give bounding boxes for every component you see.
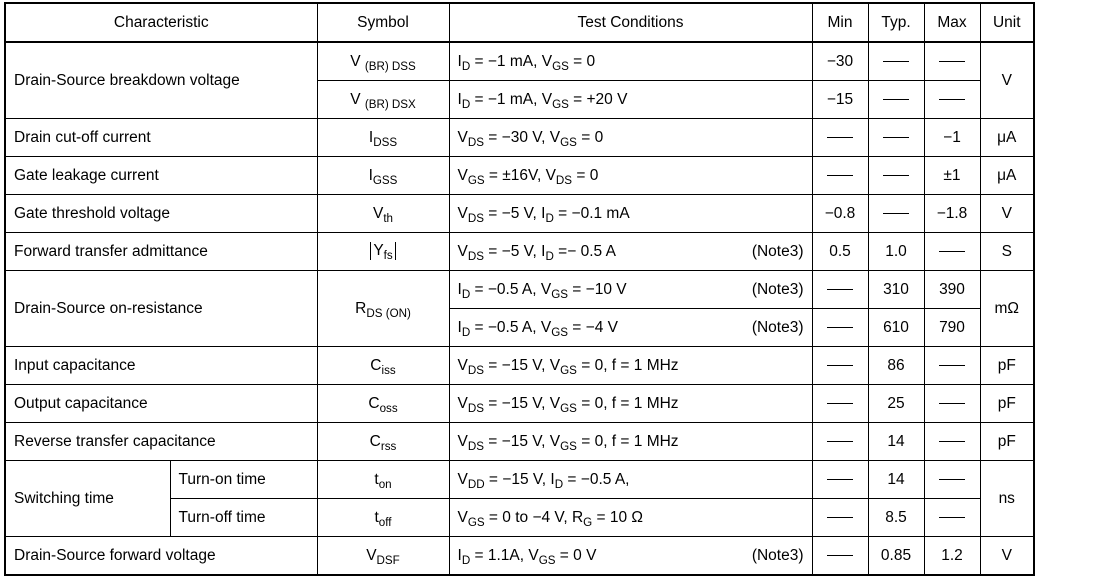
table-row [5, 195, 1034, 233]
sub-characteristic-cell: Turn-off time [170, 499, 317, 537]
electrical-characteristics-table-wrapper [4, 2, 1035, 576]
condition-cell: $I_D = -1$ mA, $V_{GS} = +20$ V [449, 81, 812, 119]
max-cell: 390 [924, 271, 980, 309]
unit-cell: V [980, 195, 1034, 233]
condition-cell: $V_{DS} = -5$ V, $I_D = -0.1$ mA [449, 195, 812, 233]
abs-bar-right [395, 242, 396, 260]
note-reference: (Note3) [751, 242, 804, 260]
unit-cell: V [980, 42, 1034, 119]
characteristic-cell: Drain-Source on-resistance [5, 271, 317, 347]
symbol-cell: $C_{iss}$ [317, 347, 449, 385]
typ-cell [868, 81, 924, 119]
characteristic-cell: Forward transfer admittance [5, 233, 317, 271]
unit-cell: μA [980, 157, 1034, 195]
dash-mark [883, 175, 909, 176]
symbol-cell: $Y_{fs}$ [317, 233, 449, 271]
max-cell: ±1 [924, 157, 980, 195]
symbol-cell: $V_{DSF}$ [317, 537, 449, 576]
dash-mark [827, 441, 853, 442]
characteristic-cell: Gate threshold voltage [5, 195, 317, 233]
dash-mark [827, 555, 853, 556]
dash-mark [827, 137, 853, 138]
dash-mark [939, 365, 965, 366]
min-cell [812, 309, 868, 347]
table-row [5, 42, 1034, 81]
unit-cell: pF [980, 347, 1034, 385]
characteristic-cell: Output capacitance [5, 385, 317, 423]
min-cell: −15 [812, 81, 868, 119]
header-max: Max [924, 3, 980, 42]
condition-cell: $V_{DD} = -15$ V, $I_D = -0.5$ A, [449, 461, 812, 499]
typ-cell [868, 119, 924, 157]
table-row [5, 233, 1034, 271]
unit-cell: μA [980, 119, 1034, 157]
dash-mark [939, 441, 965, 442]
max-cell [924, 347, 980, 385]
typ-cell: 14 [868, 423, 924, 461]
typ-cell: 610 [868, 309, 924, 347]
table-row [5, 385, 1034, 423]
max-cell [924, 42, 980, 81]
condition-cell: $V_{DS} = -15$ V, $V_{GS} = 0$, f = 1 MHz [449, 423, 812, 461]
condition-cell: $V_{DS} = -5$ V, $I_D =- 0.5$ A (Note3) [449, 233, 812, 271]
header-unit: Unit [980, 3, 1034, 42]
dash-mark [939, 479, 965, 480]
condition-cell: $V_{GS} = 0$ to −4 V, $R_G = 10$ Ω [449, 499, 812, 537]
characteristic-cell: Drain-Source forward voltage [5, 537, 317, 576]
sub-characteristic-cell: Turn-on time [170, 461, 317, 499]
max-cell [924, 81, 980, 119]
condition-cell: $V_{DS} = -15$ V, $V_{GS} = 0$, f = 1 MHz [449, 385, 812, 423]
max-cell: −1 [924, 119, 980, 157]
condition-cell: $V_{DS} = -15$ V, $V_{GS} = 0$, f = 1 MHz [449, 347, 812, 385]
characteristic-cell: Drain cut-off current [5, 119, 317, 157]
symbol-cell: $t_{off}$ [317, 499, 449, 537]
header-symbol: Symbol [317, 3, 449, 42]
unit-cell: pF [980, 423, 1034, 461]
table-row [5, 347, 1034, 385]
unit-cell: V [980, 537, 1034, 576]
table-row [5, 537, 1034, 576]
max-cell [924, 385, 980, 423]
max-cell [924, 233, 980, 271]
table-row [5, 119, 1034, 157]
symbol-cell: $t_{on}$ [317, 461, 449, 499]
max-cell [924, 499, 980, 537]
symbol-cell: $I_{GSS}$ [317, 157, 449, 195]
max-cell: 1.2 [924, 537, 980, 576]
characteristic-cell: Gate leakage current [5, 157, 317, 195]
dash-mark [827, 479, 853, 480]
min-cell: −30 [812, 42, 868, 81]
dash-mark [883, 61, 909, 62]
dash-mark [939, 251, 965, 252]
min-cell [812, 537, 868, 576]
typ-cell [868, 195, 924, 233]
dash-mark [883, 213, 909, 214]
characteristic-cell: Reverse transfer capacitance [5, 423, 317, 461]
dash-mark [827, 517, 853, 518]
header-min: Min [812, 3, 868, 42]
symbol-cell: $R_{DS (ON)}$ [317, 271, 449, 347]
typ-cell: 310 [868, 271, 924, 309]
electrical-characteristics-table [4, 2, 1035, 576]
characteristic-cell: Drain-Source breakdown voltage [5, 42, 317, 119]
dash-mark [883, 99, 909, 100]
max-cell: −1.8 [924, 195, 980, 233]
min-cell [812, 499, 868, 537]
min-cell [812, 157, 868, 195]
dash-mark [827, 365, 853, 366]
min-cell: −0.8 [812, 195, 868, 233]
symbol-cell: $I_{DSS}$ [317, 119, 449, 157]
dash-mark [939, 99, 965, 100]
header-row [5, 3, 1034, 42]
condition-cell: $I_D = 1.1A$, $V_{GS} = 0$ V (Note3) [449, 537, 812, 576]
min-cell [812, 385, 868, 423]
table-row [5, 271, 1034, 309]
condition-cell: $V_{DS} = -30$ V, $V_{GS} = 0$ [449, 119, 812, 157]
note-reference: (Note3) [751, 546, 804, 564]
typ-cell: 14 [868, 461, 924, 499]
note-reference: (Note3) [751, 318, 804, 336]
header-characteristic: Characteristic [5, 3, 317, 42]
dash-mark [939, 403, 965, 404]
max-cell [924, 461, 980, 499]
typ-cell: 8.5 [868, 499, 924, 537]
note-reference: (Note3) [751, 280, 804, 298]
symbol-cell: V $_{(BR) DSS}$ [317, 42, 449, 81]
condition-cell: $V_{GS} = \pm 16V$, $V_{DS} = 0$ [449, 157, 812, 195]
dash-mark [939, 517, 965, 518]
abs-bar-left [370, 242, 371, 260]
table-row [5, 157, 1034, 195]
condition-cell: $I_D = -0.5$ A, $V_{GS} = -10$ V (Note3) [449, 271, 812, 309]
symbol-cell: $C_{oss}$ [317, 385, 449, 423]
max-cell: 790 [924, 309, 980, 347]
unit-cell: pF [980, 385, 1034, 423]
dash-mark [827, 175, 853, 176]
unit-cell: S [980, 233, 1034, 271]
typ-cell: 25 [868, 385, 924, 423]
dash-mark [939, 61, 965, 62]
characteristic-cell: Switching time [5, 461, 170, 537]
condition-cell: $I_D = -1$ mA, $V_{GS} = 0$ [449, 42, 812, 81]
condition-cell: $I_D = -0.5$ A, $V_{GS} = -4$ V (Note3) [449, 309, 812, 347]
symbol-cell: $C_{rss}$ [317, 423, 449, 461]
characteristic-cell: Input capacitance [5, 347, 317, 385]
table-row [5, 423, 1034, 461]
unit-cell: ns [980, 461, 1034, 537]
min-cell: 0.5 [812, 233, 868, 271]
max-cell [924, 423, 980, 461]
header-typ: Typ. [868, 3, 924, 42]
typ-cell [868, 157, 924, 195]
min-cell [812, 423, 868, 461]
typ-cell: 86 [868, 347, 924, 385]
min-cell [812, 271, 868, 309]
dash-mark [827, 403, 853, 404]
typ-cell: 0.85 [868, 537, 924, 576]
min-cell [812, 347, 868, 385]
dash-mark [827, 327, 853, 328]
typ-cell: 1.0 [868, 233, 924, 271]
min-cell [812, 461, 868, 499]
typ-cell [868, 42, 924, 81]
symbol-cell: $V_{th}$ [317, 195, 449, 233]
unit-cell: mΩ [980, 271, 1034, 347]
min-cell [812, 119, 868, 157]
table-row [5, 461, 1034, 499]
dash-mark [883, 137, 909, 138]
symbol-cell: V $_{(BR) DSX}$ [317, 81, 449, 119]
dash-mark [827, 289, 853, 290]
header-test-conditions: Test Conditions [449, 3, 812, 42]
